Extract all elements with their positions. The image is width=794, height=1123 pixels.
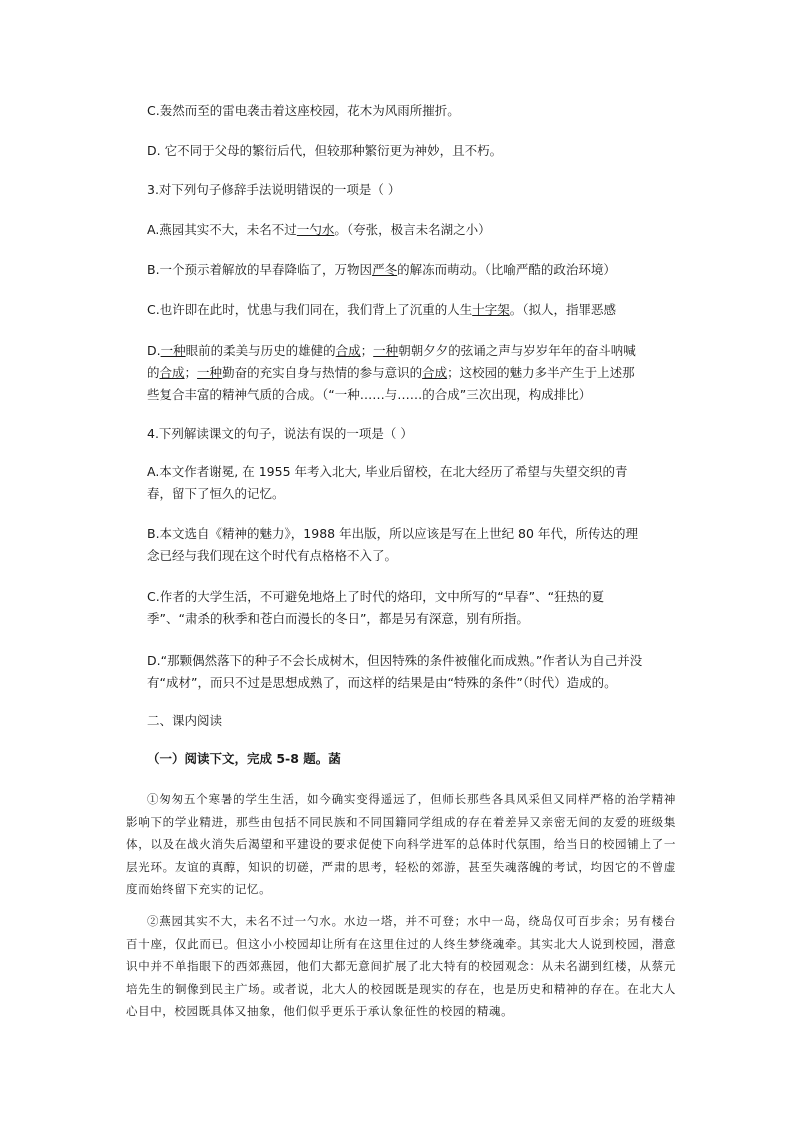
section-subtitle: （一）阅读下文，完成 5-8 题。菡 xyxy=(147,751,341,766)
q3-a-note: 。（夸张，极言未名湖之小） xyxy=(334,222,491,237)
passage-paragraph-1: ①匆匆五个寒暑的学生生活，如今确实变得遥远了，但师长那些各具风采但又同样严格的治学精神影响下的学业精进，那些由包括不同民族和不同国籍同学组成的存在着差异又亲密无间的友爱的班级集体，以及在战火消失后渴望和平建设的要求促使下向科学进军的总体时代氛围，给当日的校园铺上了一层光环。友谊的真醇，知识的切磋，严肃的思考，轻松的郊游，甚至失魂落魄的考试，均因它的不曾虚度而始终留下充实的记忆。 xyxy=(126,792,676,896)
q3-a-text: A.燕园其实不大，未名不过 xyxy=(147,222,297,237)
q3-d-seg: ；这校园的魅力多半产生于上述那些复合丰富的精神气质的合成。（“一种……与……的合成”三次出现，构成排比） xyxy=(147,365,635,402)
q3-option-b xyxy=(147,262,616,278)
q4-option-d: D.“那颗偶然落下的种子不会长成树木，但因特殊的条件被催化而成熟。”作者认为自己并没有“成材”，而只不过是思想成熟了，而这样的结果是由“特殊的条件”（时代）造成的。 xyxy=(147,653,643,690)
passage-paragraph-2: ②燕园其实不大，未名不过一勺水。水边一塔，并不可登；水中一岛，绕岛仅可百步余；另有楼台百十座，仅此而已。但这小小校园却让所有在这里住过的人终生梦绕魂牵。其实北大人说到校园，潜意识中并不单指眼下的西郊燕园，他们大都无意间扩展了北大特有的校园观念：从未名湖到红楼，从蔡元培先生的铜像到民主广场。或者说，北大人的校园既是现实的存在，也是历史和精神的存在。在北大人心目中，校园既具体又抽象，他们似乎更乐于承认象征性的校园的精魂。 xyxy=(126,914,676,1018)
q3-d-underline: 合成 xyxy=(335,343,361,358)
q4-option-c: C.作者的大学生活，不可避免地烙上了时代的烙印，文中所写的“早春”、“狂热的夏季”、“肃杀的秋季和苍白而漫长的冬日”，都是另有深意，别有所指。 xyxy=(147,589,605,626)
q3-b-underline: 严冬 xyxy=(372,262,398,277)
q3-d-underline: 一种 xyxy=(160,343,186,358)
q4-option-a: A.本文作者谢冕, 在 1955 年考入北大, 毕业后留校，在北大经历了希望与失望交织的青春，留下了恒久的记忆。 xyxy=(147,464,628,501)
q3-d-seg: 朝朝夕夕的弦诵之声与岁岁年年的奋斗呐喊的 xyxy=(147,343,636,380)
q3-d-underline: 一种 xyxy=(197,365,223,380)
q2-option-c: C.轰然而至的雷电袭击着这座校园，花木为风雨所摧折。 xyxy=(147,103,460,118)
q3-stem: 3.对下列句子修辞手法说明错误的一项是（ ） xyxy=(147,182,401,197)
q3-c-text: C.也许即在此时，忧患与我们同在，我们背上了沉重的人生 xyxy=(147,302,473,317)
q3-d-seg: 勤奋的充实自身与热情的参与意识的 xyxy=(222,365,423,380)
q3-c-underline: 十字架 xyxy=(472,302,510,317)
q3-d-seg: 眼前的柔美与历史的雄健的 xyxy=(185,343,336,358)
section-title: 二、课内阅读 xyxy=(147,713,223,728)
q4-stem: 4.下列解读课文的句子，说法有误的一项是（ ） xyxy=(147,426,413,441)
q4-option-b: B.本文选自《精神的魅力》，1988 年出版，所以应该是写在上世纪 80 年代，所传达的理念已经与我们现在这个时代有点格格不入了。 xyxy=(147,526,638,563)
q3-b-note: 的解冻而萌动。（比喻严酷的政治环境） xyxy=(397,262,616,277)
q3-option-a xyxy=(147,222,491,238)
q3-a-underline: 一勺水 xyxy=(296,222,335,237)
q3-option-d xyxy=(147,340,647,406)
q2-option-d: D. 它不同于父母的繁衍后代，但较那种繁衍更为神妙，且不朽。 xyxy=(147,143,503,158)
q3-b-text: B.一个预示着解放的早春降临了，万物因 xyxy=(147,262,373,277)
q3-d-underline: 合成 xyxy=(422,365,448,380)
q3-d-underline: 合成 xyxy=(159,365,185,380)
q3-d-seg: D. xyxy=(147,343,161,358)
q3-c-note: 。（拟人，指罪恶感 xyxy=(509,302,616,317)
q3-option-c xyxy=(147,302,616,318)
q3-d-seg: ； xyxy=(184,365,198,380)
q3-d-seg: ； xyxy=(360,343,374,358)
q3-d-underline: 一种 xyxy=(373,343,399,358)
